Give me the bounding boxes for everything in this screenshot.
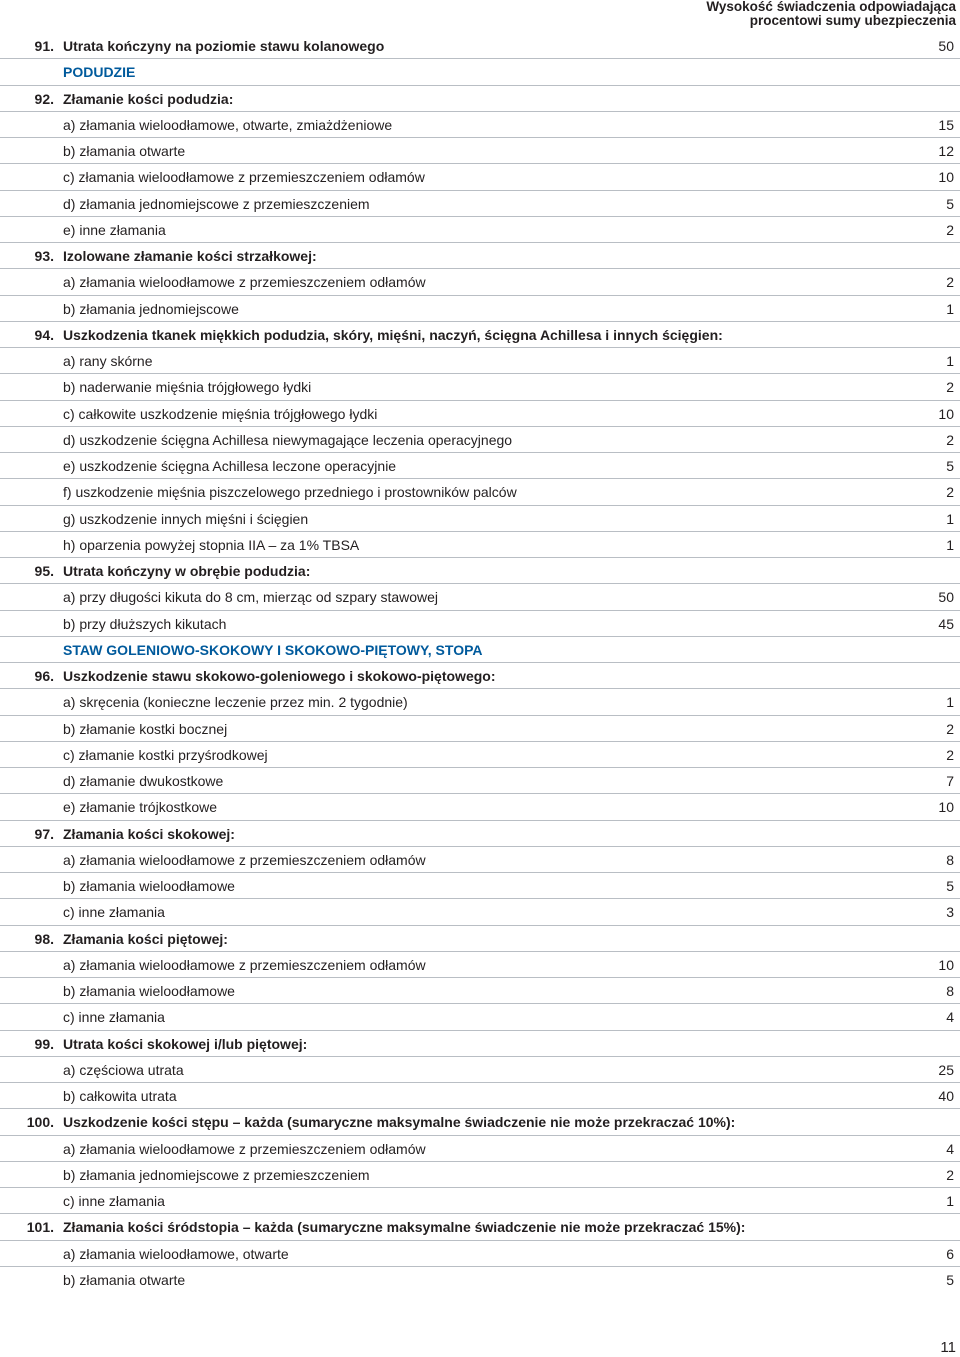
item-description: a) skręcenia (konieczne leczenie przez min. 2 tygodnie) bbox=[63, 694, 408, 711]
table-row bbox=[0, 1267, 960, 1293]
benefit-percent: 2 bbox=[946, 379, 954, 396]
item-description: c) złamania wieloodłamowe z przemieszczeniem odłamów bbox=[63, 169, 425, 186]
item-number: 97. bbox=[34, 825, 54, 842]
item-description: STAW GOLENIOWO-SKOKOWY I SKOKOWO-PIĘTOWY, STOPA bbox=[63, 641, 483, 658]
benefit-percent: 1 bbox=[946, 536, 954, 553]
item-number: 99. bbox=[34, 1035, 54, 1052]
table-row-heading bbox=[0, 1214, 960, 1240]
column-header bbox=[556, 0, 956, 28]
item-description: b) złamania wieloodłamowe bbox=[63, 878, 235, 894]
table-row bbox=[0, 1004, 960, 1030]
benefit-percent: 1 bbox=[946, 510, 954, 527]
item-number: 92. bbox=[34, 90, 54, 107]
item-description: Utrata kości skokowej i/lub piętowej: bbox=[63, 1035, 308, 1052]
table-row bbox=[0, 374, 960, 400]
item-description: g) uszkodzenie innych mięśni i ścięgien bbox=[63, 510, 309, 527]
table-row bbox=[0, 978, 960, 1004]
item-description: c) całkowite uszkodzenie mięśnia trójgłowego łydki bbox=[63, 405, 378, 422]
table-row-heading bbox=[0, 558, 960, 584]
benefit-percent: 1 bbox=[946, 694, 954, 711]
table-row-heading bbox=[0, 86, 960, 112]
benefit-percent: 7 bbox=[946, 773, 954, 789]
column-header-line-1: Wysokość świadczenia odpowiadająca bbox=[706, 0, 956, 14]
benefit-percent: 10 bbox=[938, 956, 954, 973]
table-row bbox=[0, 348, 960, 374]
benefit-percent: 2 bbox=[946, 431, 954, 448]
section-title bbox=[0, 637, 960, 663]
table-row bbox=[0, 873, 960, 899]
item-number: 101. bbox=[26, 1219, 54, 1236]
item-description: c) złamanie kostki przyśrodkowej bbox=[63, 746, 268, 763]
benefit-percent: 5 bbox=[946, 878, 954, 894]
table-row bbox=[0, 1162, 960, 1188]
table-row bbox=[0, 952, 960, 978]
benefit-percent: 1 bbox=[946, 353, 954, 369]
table-row-heading bbox=[0, 33, 960, 59]
item-description: b) złamania jednomiejscowe z przemieszczeniem bbox=[63, 1166, 370, 1183]
benefit-percent: 5 bbox=[946, 195, 954, 212]
item-description: h) oparzenia powyżej stopnia IIA – za 1% TBSA bbox=[63, 536, 360, 553]
benefit-percent: 1 bbox=[946, 1193, 954, 1209]
table-row bbox=[0, 191, 960, 217]
item-number: 91. bbox=[34, 38, 54, 54]
table-row bbox=[0, 1241, 960, 1267]
item-description: a) rany skórne bbox=[63, 353, 153, 369]
table-row-heading bbox=[0, 663, 960, 689]
table-row bbox=[0, 427, 960, 453]
table-row bbox=[0, 296, 960, 322]
benefit-percent: 2 bbox=[946, 221, 954, 238]
item-description: c) inne złamania bbox=[63, 1009, 165, 1026]
table-row bbox=[0, 899, 960, 925]
table-row-heading bbox=[0, 243, 960, 269]
item-description: b) przy dłuższych kikutach bbox=[63, 615, 227, 632]
benefit-percent: 10 bbox=[938, 405, 954, 422]
benefit-table bbox=[0, 33, 960, 1293]
item-description: b) złamania otwarte bbox=[63, 143, 186, 159]
item-description: b) złamania jednomiejscowe bbox=[63, 300, 239, 317]
table-row bbox=[0, 689, 960, 715]
item-description: Uszkodzenia tkanek miękkich podudzia, skóry, mięśni, naczyń, ścięgna Achillesa i innych ścięgien: bbox=[63, 326, 723, 343]
table-row bbox=[0, 506, 960, 532]
item-description: a) złamania wieloodłamowe z przemieszczeniem odłamów bbox=[63, 274, 426, 291]
item-description: c) inne złamania bbox=[63, 904, 165, 921]
table-row bbox=[0, 453, 960, 479]
item-description: e) inne złamania bbox=[63, 221, 166, 238]
table-row-heading bbox=[0, 322, 960, 348]
item-description: a) złamania wieloodłamowe, otwarte, zmiażdżeniowe bbox=[63, 116, 393, 133]
table-row bbox=[0, 401, 960, 427]
benefit-percent: 15 bbox=[938, 116, 954, 133]
item-description: e) uszkodzenie ścięgna Achillesa leczone operacyjnie bbox=[63, 458, 397, 474]
benefit-percent: 25 bbox=[938, 1061, 954, 1078]
table-row bbox=[0, 768, 960, 794]
benefit-percent: 3 bbox=[946, 904, 954, 921]
benefit-percent: 2 bbox=[946, 720, 954, 737]
item-description: Złamanie kości podudzia: bbox=[63, 90, 234, 107]
item-description: b) całkowita utrata bbox=[63, 1088, 177, 1104]
column-header-line-2: procentowi sumy ubezpieczenia bbox=[749, 13, 956, 28]
table-row bbox=[0, 794, 960, 820]
item-description: d) uszkodzenie ścięgna Achillesa niewymagające leczenia operacyjnego bbox=[63, 431, 513, 448]
table-row bbox=[0, 112, 960, 138]
benefit-percent: 1 bbox=[946, 300, 954, 317]
item-number: 95. bbox=[34, 563, 54, 579]
item-description: c) inne złamania bbox=[63, 1193, 165, 1209]
table-row bbox=[0, 138, 960, 164]
table-row-heading bbox=[0, 1109, 960, 1135]
item-description: a) złamania wieloodłamowe z przemieszczeniem odłamów bbox=[63, 851, 426, 868]
benefit-percent: 5 bbox=[946, 1271, 954, 1288]
item-description: b) złamanie kostki bocznej bbox=[63, 720, 228, 737]
benefit-percent: 10 bbox=[938, 799, 954, 816]
item-number: 93. bbox=[34, 248, 54, 264]
benefit-percent: 4 bbox=[946, 1140, 954, 1157]
table-row bbox=[0, 716, 960, 742]
benefit-percent: 2 bbox=[946, 484, 954, 501]
table-row bbox=[0, 269, 960, 295]
item-description: e) złamanie trójkostkowe bbox=[63, 799, 218, 816]
table-row-heading bbox=[0, 926, 960, 952]
item-number: 100. bbox=[26, 1114, 54, 1131]
table-row bbox=[0, 479, 960, 505]
benefit-percent: 2 bbox=[946, 274, 954, 291]
item-number: 96. bbox=[34, 668, 54, 684]
benefit-percent: 8 bbox=[946, 851, 954, 868]
item-number: 98. bbox=[34, 930, 54, 947]
benefit-percent: 10 bbox=[938, 169, 954, 186]
table-row-heading bbox=[0, 1031, 960, 1057]
benefit-percent: 8 bbox=[946, 983, 954, 999]
item-description: a) częściowa utrata bbox=[63, 1061, 184, 1078]
table-row bbox=[0, 847, 960, 873]
item-description: Złamania kości skokowej: bbox=[63, 825, 235, 842]
table-row bbox=[0, 532, 960, 558]
item-description: a) złamania wieloodłamowe z przemieszczeniem odłamów bbox=[63, 956, 426, 973]
item-description: Uszkodzenie kości stępu – każda (sumaryczne maksymalne świadczenie nie może przekraczać 10%): bbox=[63, 1114, 736, 1131]
item-description: b) złamania wieloodłamowe bbox=[63, 983, 235, 999]
item-description: a) przy długości kikuta do 8 cm, mierząc od szpary stawowej bbox=[63, 589, 439, 606]
table-row bbox=[0, 217, 960, 243]
benefit-percent: 6 bbox=[946, 1245, 954, 1262]
benefit-percent: 50 bbox=[938, 589, 954, 606]
item-description: a) złamania wieloodłamowe, otwarte bbox=[63, 1245, 289, 1262]
item-description: Uszkodzenie stawu skokowo-goleniowego i skokowo-piętowego: bbox=[63, 668, 496, 684]
item-description: d) złamanie dwukostkowe bbox=[63, 773, 224, 789]
table-row bbox=[0, 611, 960, 637]
table-row bbox=[0, 584, 960, 610]
benefit-percent: 2 bbox=[946, 746, 954, 763]
benefit-percent: 40 bbox=[938, 1088, 954, 1104]
table-row bbox=[0, 1057, 960, 1083]
item-description: b) naderwanie mięśnia trójgłowego łydki bbox=[63, 379, 312, 396]
section-title bbox=[0, 59, 960, 85]
item-description: Złamania kości śródstopia – każda (sumaryczne maksymalne świadczenie nie może przekraczać 15%): bbox=[63, 1219, 746, 1236]
item-description: a) złamania wieloodłamowe z przemieszczeniem odłamów bbox=[63, 1140, 426, 1157]
table-row bbox=[0, 742, 960, 768]
table-row bbox=[0, 1083, 960, 1109]
table-row bbox=[0, 164, 960, 190]
item-description: b) złamania otwarte bbox=[63, 1271, 186, 1288]
benefit-percent: 12 bbox=[938, 143, 954, 159]
table-row bbox=[0, 1136, 960, 1162]
item-number: 94. bbox=[34, 326, 54, 343]
item-description: Utrata kończyny w obrębie podudzia: bbox=[63, 563, 311, 579]
page-number: 11 bbox=[940, 1339, 956, 1356]
benefit-percent: 5 bbox=[946, 458, 954, 474]
benefit-percent: 45 bbox=[938, 615, 954, 632]
item-description: d) złamania jednomiejscowe z przemieszczeniem bbox=[63, 195, 370, 212]
item-description: Izolowane złamanie kości strzałkowej: bbox=[63, 248, 317, 264]
item-description: Złamania kości piętowej: bbox=[63, 930, 228, 947]
benefit-percent: 50 bbox=[938, 38, 954, 54]
benefit-percent: 4 bbox=[946, 1009, 954, 1026]
item-description: PODUDZIE bbox=[63, 64, 136, 81]
table-row-heading bbox=[0, 821, 960, 847]
item-description: Utrata kończyny na poziomie stawu kolanowego bbox=[63, 38, 385, 54]
item-description: f) uszkodzenie mięśnia piszczelowego przedniego i prostowników palców bbox=[63, 484, 517, 501]
benefit-percent: 2 bbox=[946, 1166, 954, 1183]
table-row bbox=[0, 1188, 960, 1214]
